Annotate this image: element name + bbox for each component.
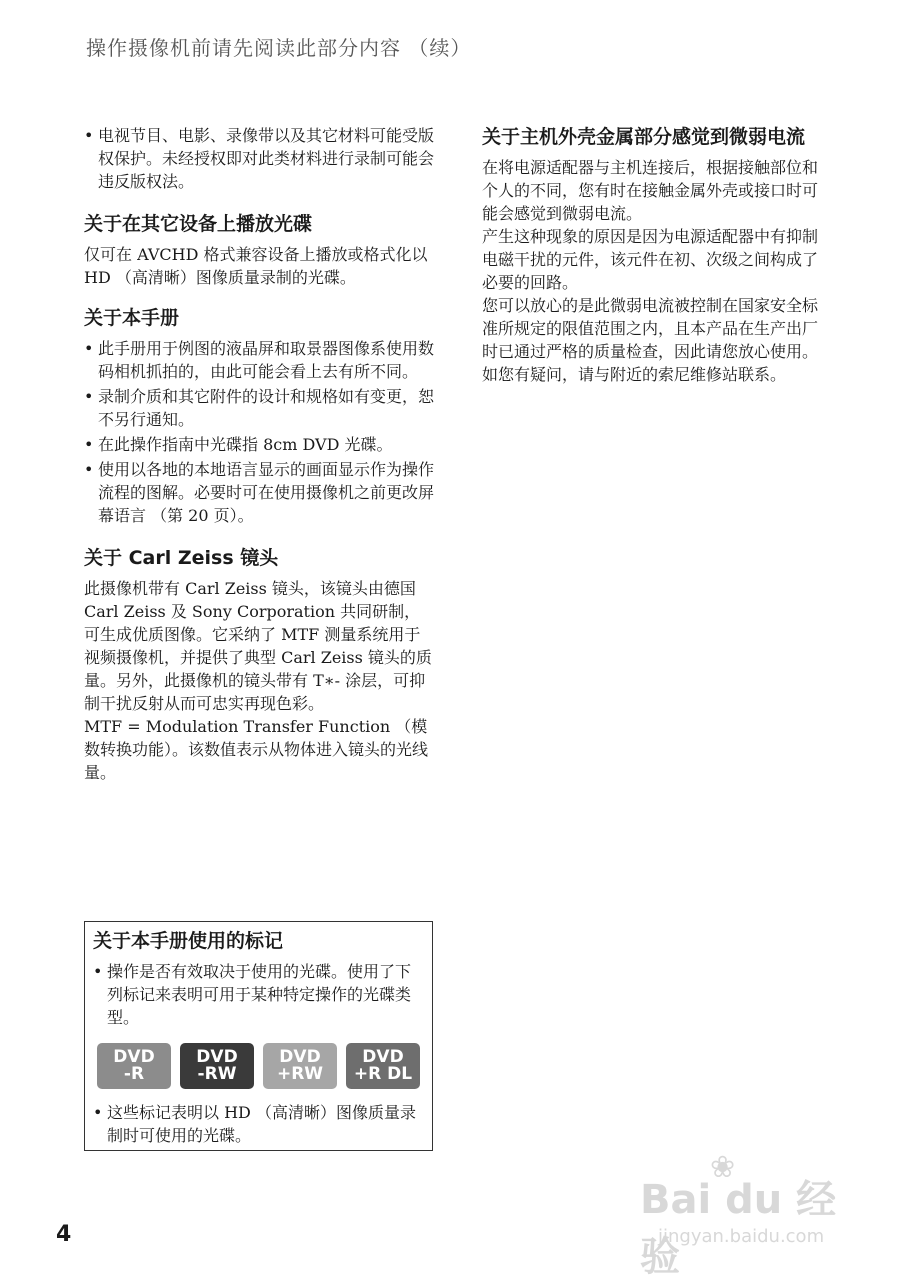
section-body-playback: 仅可在 AVCHD 格式兼容设备上播放或格式化以 HD （高清晰）图像质量录制的光碟。 bbox=[84, 245, 428, 287]
list-item: • 此手册用于例图的液晶屏和取景器图像系使用数码相机抓拍的，由此可能会看上去有所不同。 bbox=[84, 337, 436, 383]
badge-line2: -R bbox=[123, 1064, 145, 1084]
section-heading-lens: 关于 Carl Zeiss 镜头 bbox=[84, 547, 279, 569]
box-bullets bbox=[93, 960, 422, 1029]
right-column bbox=[482, 124, 832, 386]
badge-line2: -RW bbox=[197, 1064, 237, 1084]
box-bullets-2 bbox=[93, 1101, 422, 1147]
paragraph: 您可以放心的是此微弱电流被控制在国家安全标准所规定的限值范围之内，且本产品在生产出厂时已通过严格的质量检查，因此请您放心使用。 bbox=[482, 296, 819, 361]
paragraph: 在将电源适配器与主机连接后，根据接触部位和个人的不同，您有时在接触金属外壳或接口时可能会感觉到微弱电流。 bbox=[482, 158, 819, 223]
list-item: • 在此操作指南中光碟指 8cm DVD 光碟。 bbox=[84, 433, 436, 456]
list-item: • 录制介质和其它附件的设计和规格如有变更，恕不另行通知。 bbox=[84, 385, 436, 431]
list-item: • 这些标记表明以 HD （高清晰）图像质量录制时可使用的光碟。 bbox=[93, 1101, 422, 1147]
list-item: • 操作是否有效取决于使用的光碟。使用了下列标记来表明可用于某种特定操作的光碟类型。 bbox=[93, 960, 422, 1029]
manual-bullets bbox=[84, 337, 436, 527]
marks-info-box bbox=[84, 921, 433, 1151]
badge-line1: DVD bbox=[279, 1047, 321, 1067]
left-column bbox=[84, 124, 436, 784]
badge-line2: +R DL bbox=[353, 1064, 413, 1084]
dvd-plus-r-dl-badge bbox=[346, 1043, 420, 1089]
watermark-logo: Bai du 经验 bbox=[640, 1177, 837, 1280]
badge-line1: DVD bbox=[113, 1047, 155, 1067]
badge-line1: DVD bbox=[196, 1047, 238, 1067]
dvd-r-badge bbox=[97, 1043, 171, 1089]
paw-icon: ❀ bbox=[710, 1150, 736, 1185]
copyright-bullets bbox=[84, 124, 436, 193]
paragraph: 产生这种现象的原因是因为电源适配器中有抑制电磁干扰的元件，该元件在初、次级之间构成了必要的回路。 bbox=[482, 227, 819, 292]
badge-line2: +RW bbox=[276, 1064, 324, 1084]
paragraph: 如您有疑问，请与附近的索尼维修站联系。 bbox=[482, 365, 787, 384]
box-heading: 关于本手册使用的标记 bbox=[93, 930, 284, 952]
section-heading-manual: 关于本手册 bbox=[84, 307, 180, 329]
badge-line1: DVD bbox=[362, 1047, 404, 1067]
section-body-mtf: MTF = Modulation Transfer Function （模数转换功能）。该数值表示从物体进入镜头的光线量。 bbox=[84, 717, 429, 782]
list-item: • 使用以各地的本地语言显示的画面显示作为操作流程的图解。必要时可在使用摄像机之前更改屏幕语言 （第 20 页）。 bbox=[84, 458, 436, 527]
section-heading-playback: 关于在其它设备上播放光碟 bbox=[84, 213, 313, 235]
dvd-rw-badge bbox=[180, 1043, 254, 1089]
section-body-lens: 此摄像机带有 Carl Zeiss 镜头，该镜头由德国 Carl Zeiss 及 Sony Corporation 共同研制，可生成优质图像。它采纳了 MTF 测量系统用于视频摄像机，并提供了典型 Carl Zeiss 镜头的质量。另外，此摄像机的镜头带有 T∗- 涂层，可抑制干扰反射从而可忠实再现色彩。 bbox=[84, 579, 432, 713]
section-heading-current: 关于主机外壳金属部分感觉到微弱电流 bbox=[482, 126, 806, 148]
watermark-url: jingyan.baidu.com bbox=[658, 1226, 825, 1247]
list-item: • 电视节目、电影、录像带以及其它材料可能受版权保护。未经授权即对此类材料进行录制可能会违反版权法。 bbox=[84, 124, 436, 193]
page-header-title: 操作摄像机前请先阅读此部分内容 （续） bbox=[86, 36, 472, 60]
baidu-watermark bbox=[640, 1150, 860, 1280]
disc-badge-row bbox=[97, 1043, 422, 1089]
dvd-plus-rw-badge bbox=[263, 1043, 337, 1089]
page-number: 4 bbox=[56, 1222, 72, 1247]
